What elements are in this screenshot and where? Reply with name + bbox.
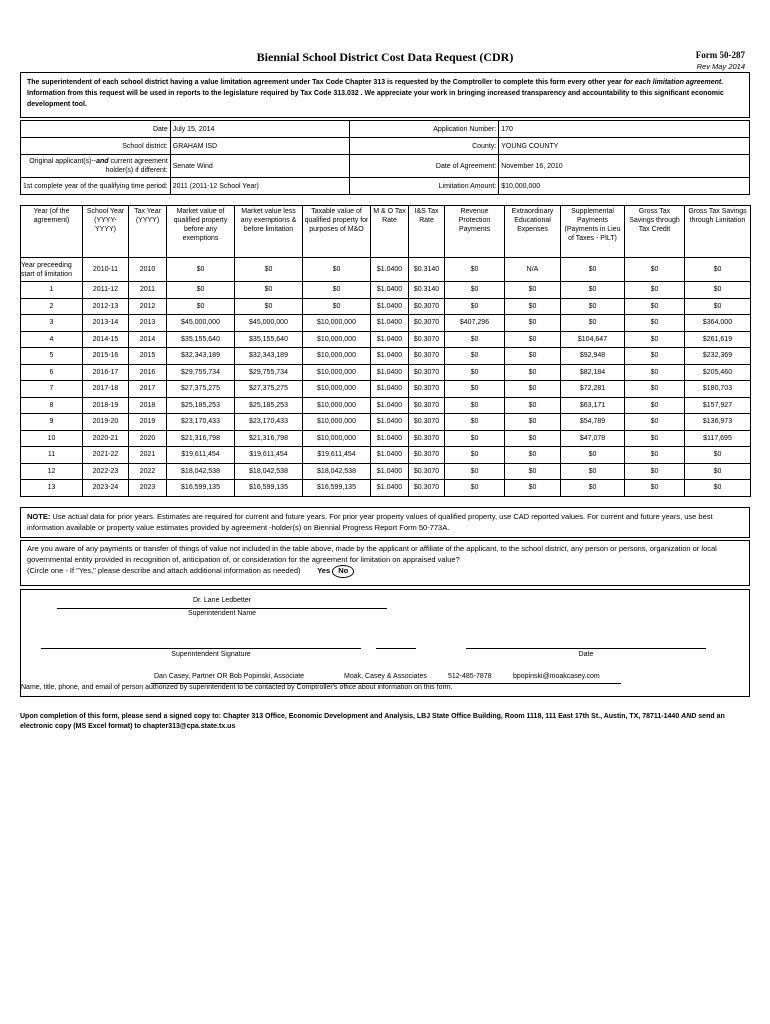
table-cell: 2021-22 [83, 447, 129, 464]
table-cell[interactable]: $23,170,433 [235, 414, 303, 431]
table-cell[interactable]: $18,042,538 [235, 463, 303, 480]
answer-yes[interactable]: Yes [317, 566, 331, 575]
table-header-row [21, 206, 751, 258]
table-cell[interactable]: $0 [625, 331, 685, 348]
first-year-label: 1st complete year of the qualifying time period: [21, 178, 171, 195]
table-cell[interactable]: $0 [445, 430, 505, 447]
table-cell[interactable]: $0.3140 [409, 282, 445, 299]
table-cell[interactable]: $1.0400 [371, 480, 409, 497]
table-cell[interactable]: $0 [505, 430, 561, 447]
table-cell[interactable]: $364,000 [685, 315, 751, 332]
revision-date: Rev May 2014 [696, 62, 745, 71]
table-cell[interactable]: $0 [505, 315, 561, 332]
table-cell[interactable]: $205,460 [685, 364, 751, 381]
limitation-label: Limitation Amount: [349, 178, 498, 195]
question-instruction: (Circle one - If "Yes," please describe and attach additional information as needed) [27, 566, 301, 575]
table-cell[interactable]: $157,927 [685, 397, 751, 414]
table-cell[interactable]: $27,375,275 [235, 381, 303, 398]
date-label: Date [578, 651, 594, 658]
footer-text-emph: AND [681, 713, 697, 720]
signature-section [20, 589, 750, 697]
table-cell[interactable]: $0 [561, 447, 625, 464]
cost-data-table [20, 205, 751, 497]
footer-text-2: send an electronic copy (MS Excel format) to chapter313@cpa.state.tx.us [20, 713, 725, 730]
table-cell[interactable]: $0 [445, 348, 505, 365]
table-cell[interactable]: $0 [505, 397, 561, 414]
first-year-value[interactable]: 2011 (2011-12 School Year) [170, 178, 349, 195]
contact-email: bpopinski@moakcasey.com [513, 673, 600, 680]
row-year-cell: 10 [21, 430, 83, 447]
app-number-value[interactable]: 170 [499, 121, 750, 138]
table-cell: 2022 [129, 463, 167, 480]
county-label: County: [349, 138, 498, 155]
table-row [21, 381, 751, 398]
table-cell[interactable]: $45,000,000 [167, 315, 235, 332]
note-box [20, 507, 750, 538]
table-cell[interactable]: $1.0400 [371, 447, 409, 464]
district-value[interactable]: GRAHAM ISD [170, 138, 349, 155]
table-cell[interactable]: $45,000,000 [235, 315, 303, 332]
table-cell: 2016-17 [83, 364, 129, 381]
table-cell[interactable]: $16,599,135 [303, 480, 371, 497]
table-cell[interactable]: $18,042,538 [167, 463, 235, 480]
table-cell: 2014-15 [83, 331, 129, 348]
table-cell[interactable]: $1.0400 [371, 258, 409, 282]
table-cell[interactable]: $0.3070 [409, 331, 445, 348]
submission-instructions [20, 712, 750, 732]
table-cell[interactable]: $0 [167, 258, 235, 282]
table-cell[interactable]: $32,343,189 [167, 348, 235, 365]
table-cell[interactable]: $10,000,000 [303, 331, 371, 348]
table-row [21, 364, 751, 381]
table-cell[interactable]: $0 [625, 447, 685, 464]
table-cell[interactable]: $0 [445, 381, 505, 398]
table-row [21, 258, 751, 282]
table-row [21, 414, 751, 431]
column-header: Gross Tax Savings through Tax Credit [625, 206, 685, 258]
table-cell[interactable]: $1.0400 [371, 315, 409, 332]
table-row [21, 298, 751, 315]
table-cell: 2022-23 [83, 463, 129, 480]
date-value[interactable]: July 15, 2014 [170, 121, 349, 138]
agreement-date-label: Date of Agreement: [349, 155, 498, 178]
table-cell[interactable]: N/A [505, 258, 561, 282]
table-cell[interactable]: $47,078 [561, 430, 625, 447]
table-row [21, 480, 751, 497]
table-cell[interactable]: $0 [445, 331, 505, 348]
table-cell[interactable]: $0 [505, 298, 561, 315]
table-cell[interactable]: $0 [561, 298, 625, 315]
signature-line-gap [376, 640, 416, 649]
table-cell: 2020 [129, 430, 167, 447]
table-cell[interactable]: $0 [625, 315, 685, 332]
column-header: Year (of the agreement) [21, 206, 83, 258]
column-header: Market value of qualified property before any exemptions [167, 206, 235, 258]
payments-question [20, 540, 750, 586]
table-cell[interactable]: $1.0400 [371, 364, 409, 381]
column-header: Revenue Protection Payments [445, 206, 505, 258]
row-year-cell: 2 [21, 298, 83, 315]
column-header: Supplemental Payments (Payments in Lieu of Taxes - PILT) [561, 206, 625, 258]
row-year-cell: 11 [21, 447, 83, 464]
table-cell[interactable]: $0 [685, 282, 751, 299]
table-cell[interactable]: $0 [561, 480, 625, 497]
row-year-cell: 3 [21, 315, 83, 332]
agreement-date-value[interactable]: November 16, 2010 [499, 155, 750, 178]
table-cell[interactable]: $0.3140 [409, 258, 445, 282]
table-cell[interactable]: $25,185,253 [235, 397, 303, 414]
column-header: Tax Year (YYYY) [129, 206, 167, 258]
column-header: M & O Tax Rate [371, 206, 409, 258]
answer-no[interactable]: No [332, 565, 354, 578]
table-cell: 2016 [129, 364, 167, 381]
table-cell[interactable]: $29,755,734 [167, 364, 235, 381]
table-cell[interactable]: $0 [505, 282, 561, 299]
table-cell[interactable]: $10,000,000 [303, 364, 371, 381]
table-cell[interactable]: $0 [625, 480, 685, 497]
table-cell[interactable]: $0 [685, 298, 751, 315]
table-cell[interactable]: $54,789 [561, 414, 625, 431]
date-label: Date [21, 121, 171, 138]
table-cell[interactable]: $10,000,000 [303, 348, 371, 365]
table-cell: 2012-13 [83, 298, 129, 315]
table-cell[interactable]: $1.0400 [371, 397, 409, 414]
table-cell: 2023-24 [83, 480, 129, 497]
table-cell[interactable]: $0 [505, 364, 561, 381]
table-cell[interactable]: $1.0400 [371, 331, 409, 348]
table-cell: 2021 [129, 447, 167, 464]
table-cell[interactable]: $16,599,135 [167, 480, 235, 497]
table-cell[interactable]: $0 [505, 447, 561, 464]
county-value[interactable]: YOUNG COUNTY [499, 138, 750, 155]
signature-line[interactable] [41, 640, 361, 649]
table-cell[interactable]: $0 [561, 315, 625, 332]
table-cell: 2013-14 [83, 315, 129, 332]
table-cell[interactable]: $0 [685, 463, 751, 480]
table-cell[interactable]: $35,155,640 [167, 331, 235, 348]
row-year-cell: 5 [21, 348, 83, 365]
table-cell[interactable]: $0 [625, 463, 685, 480]
table-cell[interactable]: $0 [561, 282, 625, 299]
table-cell[interactable]: $0 [625, 298, 685, 315]
table-cell[interactable]: $0 [445, 282, 505, 299]
table-cell[interactable]: $0.3070 [409, 348, 445, 365]
table-cell: 2017 [129, 381, 167, 398]
table-cell[interactable]: $63,171 [561, 397, 625, 414]
table-row [21, 315, 751, 332]
table-cell[interactable]: $1.0400 [371, 282, 409, 299]
applicant-value[interactable]: Senate Wind [170, 155, 349, 178]
table-cell[interactable]: $0.3070 [409, 480, 445, 497]
table-cell[interactable]: $0 [505, 463, 561, 480]
table-cell[interactable]: $0 [303, 298, 371, 315]
superintendent-name-value[interactable]: Dr. Lane Ledbetter [57, 597, 387, 609]
table-cell: 2020-21 [83, 430, 129, 447]
table-cell[interactable]: $0.3070 [409, 298, 445, 315]
table-cell[interactable]: $19,611,454 [167, 447, 235, 464]
intro-text-2: Information from this request will be used in reports to the legislature required by Tax Code 313.032 . We appreciate your work in bringing increased transparency and accountability to this significant economic development tool. [27, 90, 724, 108]
table-cell: 2012 [129, 298, 167, 315]
contact-firm: Moak, Casey & Associates [344, 673, 427, 680]
table-cell[interactable]: $0 [505, 348, 561, 365]
table-cell[interactable]: $10,000,000 [303, 381, 371, 398]
table-cell[interactable]: $0 [303, 258, 371, 282]
table-cell[interactable]: $92,948 [561, 348, 625, 365]
table-cell[interactable]: $1.0400 [371, 414, 409, 431]
table-cell[interactable]: $1.0400 [371, 348, 409, 365]
note-label: NOTE: [27, 512, 51, 521]
table-cell[interactable]: $0 [235, 298, 303, 315]
table-cell[interactable]: $0 [625, 258, 685, 282]
table-cell[interactable]: $0 [685, 447, 751, 464]
row-year-cell: 12 [21, 463, 83, 480]
table-cell[interactable]: $0 [445, 463, 505, 480]
table-cell[interactable]: $0 [561, 258, 625, 282]
form-number: Form 50-287 [695, 50, 745, 60]
row-year-cell: 13 [21, 480, 83, 497]
date-line[interactable] [466, 640, 706, 649]
table-cell[interactable]: $19,611,454 [303, 447, 371, 464]
table-cell[interactable]: $0 [685, 480, 751, 497]
district-label: School district: [21, 138, 171, 155]
table-cell[interactable]: $82,184 [561, 364, 625, 381]
table-cell[interactable]: $0 [625, 348, 685, 365]
table-cell[interactable]: $0.3070 [409, 381, 445, 398]
table-cell[interactable]: $35,155,640 [235, 331, 303, 348]
table-cell[interactable]: $10,000,000 [303, 430, 371, 447]
signature-label: Superintendent Signature [171, 651, 251, 658]
row-year-cell: Year preceeding start of limitation [21, 258, 83, 282]
table-cell[interactable]: $117,695 [685, 430, 751, 447]
table-cell: 2010 [129, 258, 167, 282]
question-text: Are you aware of any payments or transfer of things of value not included in the table above, made by the applicant or affiliate of the applicant, to the school district, any person or persons, organization or local governmental entity provided in recognition of, anticipation of, or consideration for the agreement for limitation on appraised value? [27, 544, 717, 564]
footer-text-1: Upon completion of this form, please send a signed copy to: Chapter 313 Office, Economic Development and Analysis, LBJ State Office Building, Room 1118, 111 East 17th St., Austin, TX, 78711-1440 [20, 713, 682, 720]
table-cell[interactable]: $0 [445, 364, 505, 381]
row-year-cell: 8 [21, 397, 83, 414]
note-text: Use actual data for prior years. Estimates are required for current and future years. For prior year property values of qualified property, use CAD reported values. For current and future years, use best information available or property value estimates provided by agreement -holder(s) on Biennial Progress Report Form 50-773A. [27, 512, 713, 532]
table-cell[interactable]: $16,599,135 [235, 480, 303, 497]
table-cell[interactable]: $0 [445, 480, 505, 497]
row-year-cell: 9 [21, 414, 83, 431]
table-cell[interactable]: $0.3070 [409, 315, 445, 332]
applicant-label: Original applicant(s)--and current agreement holder(s) if different: [21, 155, 171, 178]
agreement-info-table [20, 120, 750, 195]
row-year-cell: 7 [21, 381, 83, 398]
table-cell[interactable]: $1.0400 [371, 298, 409, 315]
column-header: Extraordinary Educational Expenses [505, 206, 561, 258]
table-cell: 2014 [129, 331, 167, 348]
table-row [21, 447, 751, 464]
table-cell[interactable]: $0 [445, 258, 505, 282]
table-cell: 2013 [129, 315, 167, 332]
table-cell[interactable]: $0 [303, 282, 371, 299]
table-row [21, 348, 751, 365]
table-cell[interactable]: $180,703 [685, 381, 751, 398]
table-cell: 2019-20 [83, 414, 129, 431]
contact-name: Dan Casey, Partner OR Bob Popinski, Associate [154, 673, 305, 680]
table-cell[interactable]: $0 [445, 414, 505, 431]
table-cell[interactable]: $0 [505, 331, 561, 348]
table-cell[interactable]: $0.3070 [409, 414, 445, 431]
table-cell: 2011 [129, 282, 167, 299]
contact-phone: 512-485-7878 [448, 673, 492, 680]
table-cell[interactable]: $0 [167, 282, 235, 299]
table-cell: 2017-18 [83, 381, 129, 398]
contact-caption: Name, title, phone, and email of person authorized by superintendent to be contacted by Comptroller's office about information on this form. [21, 684, 453, 691]
table-cell[interactable]: $0 [505, 381, 561, 398]
column-header: Taxable value of qualified property for purposes of M&O [303, 206, 371, 258]
table-cell[interactable]: $1.0400 [371, 463, 409, 480]
table-cell[interactable]: $1.0400 [371, 430, 409, 447]
table-cell[interactable]: $0 [625, 430, 685, 447]
table-cell[interactable]: $21,316,798 [167, 430, 235, 447]
table-cell[interactable]: $10,000,000 [303, 414, 371, 431]
table-cell: 2010-11 [83, 258, 129, 282]
table-cell[interactable]: $10,000,000 [303, 397, 371, 414]
app-number-label: Application Number: [349, 121, 498, 138]
table-cell[interactable]: $29,755,734 [235, 364, 303, 381]
intro-paragraph [20, 72, 750, 118]
table-cell: 2015 [129, 348, 167, 365]
column-header: I&S Tax Rate [409, 206, 445, 258]
table-cell[interactable]: $407,296 [445, 315, 505, 332]
table-cell[interactable]: $104,647 [561, 331, 625, 348]
table-cell[interactable]: $27,375,275 [167, 381, 235, 398]
table-cell[interactable]: $0 [445, 447, 505, 464]
table-cell[interactable]: $0 [445, 397, 505, 414]
table-cell[interactable]: $0 [167, 298, 235, 315]
table-cell[interactable]: $1.0400 [371, 381, 409, 398]
table-row [21, 282, 751, 299]
table-cell[interactable]: $25,185,253 [167, 397, 235, 414]
table-cell[interactable]: $10,000,000 [303, 315, 371, 332]
table-cell: 2019 [129, 414, 167, 431]
table-cell: 2015-16 [83, 348, 129, 365]
table-cell[interactable]: $32,343,189 [235, 348, 303, 365]
table-cell: 2018-19 [83, 397, 129, 414]
table-cell[interactable]: $21,316,798 [235, 430, 303, 447]
column-header: Gross Tax Savings through Limitation [685, 206, 751, 258]
table-row [21, 463, 751, 480]
row-year-cell: 1 [21, 282, 83, 299]
table-row [21, 430, 751, 447]
table-cell[interactable]: $261,619 [685, 331, 751, 348]
table-cell: 2023 [129, 480, 167, 497]
table-row [21, 397, 751, 414]
row-year-cell: 4 [21, 331, 83, 348]
table-cell: 2011-12 [83, 282, 129, 299]
table-cell[interactable]: $0 [235, 282, 303, 299]
form-title: Biennial School District Cost Data Request (CDR) [256, 50, 514, 64]
table-cell[interactable]: $18,042,538 [303, 463, 371, 480]
table-cell[interactable]: $0 [625, 414, 685, 431]
table-cell[interactable]: $0.3070 [409, 364, 445, 381]
table-cell[interactable]: $0.3070 [409, 397, 445, 414]
table-cell[interactable]: $19,611,454 [235, 447, 303, 464]
table-cell[interactable]: $0 [445, 298, 505, 315]
table-cell[interactable]: $0 [625, 282, 685, 299]
table-cell[interactable]: $0.3070 [409, 447, 445, 464]
table-cell[interactable]: $0 [235, 258, 303, 282]
table-cell[interactable]: $136,973 [685, 414, 751, 431]
row-year-cell: 6 [21, 364, 83, 381]
superintendent-name-label: Superintendent Name [187, 610, 257, 617]
table-cell[interactable]: $0 [561, 463, 625, 480]
table-cell[interactable]: $0 [505, 414, 561, 431]
table-cell[interactable]: $23,170,433 [167, 414, 235, 431]
intro-text-emph: for each limitation agreement. [623, 79, 724, 86]
table-cell[interactable]: $72,281 [561, 381, 625, 398]
limitation-value[interactable]: $10,000,000 [499, 178, 750, 195]
table-cell[interactable]: $0.3070 [409, 463, 445, 480]
column-header: Market value less any exemptions & before limitation [235, 206, 303, 258]
intro-text-1: The superintendent of each school district having a value limitation agreement under Tax Code Chapter 313 is requested by the Comptroller to complete this form every other year [27, 79, 624, 86]
table-cell[interactable]: $0 [505, 480, 561, 497]
table-cell[interactable]: $0.3070 [409, 430, 445, 447]
table-cell[interactable]: $232,369 [685, 348, 751, 365]
table-cell[interactable]: $0 [625, 364, 685, 381]
column-header: School Year (YYYY-YYYY) [83, 206, 129, 258]
table-cell[interactable]: $0 [625, 381, 685, 398]
table-cell[interactable]: $0 [625, 397, 685, 414]
table-cell: 2018 [129, 397, 167, 414]
table-cell[interactable]: $0 [685, 258, 751, 282]
table-row [21, 331, 751, 348]
